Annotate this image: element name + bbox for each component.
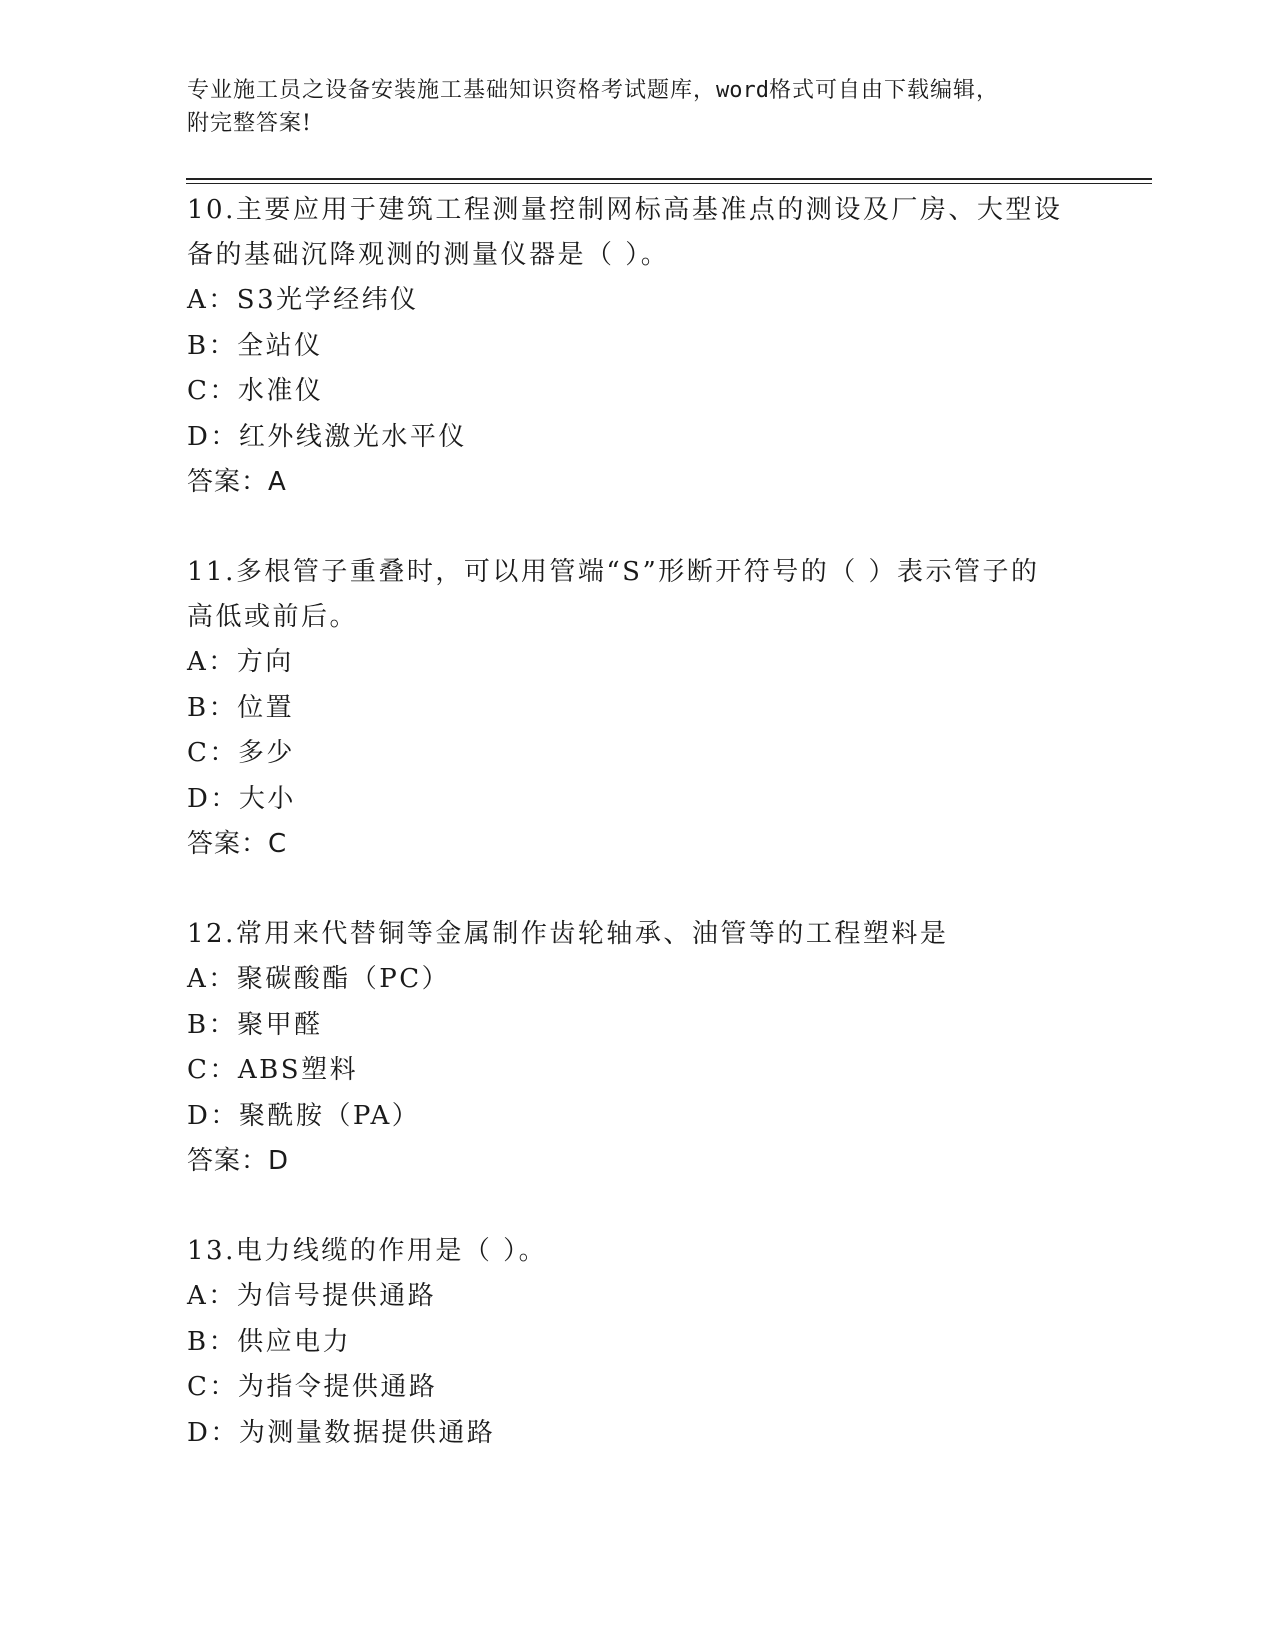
question-list [187, 188, 1087, 1456]
option-c: C：水准仪 [187, 376, 324, 406]
question-12 [187, 912, 1087, 1184]
option-b: B：位置 [187, 692, 295, 723]
header-title-prefix: 专业施工员之设备安装施工基础知识资格考试题库， [187, 78, 717, 103]
header-divider-thin [186, 183, 1152, 184]
option-a: A：S3光学经纬仪 [187, 285, 419, 315]
answer-line: 答案：C [187, 829, 288, 859]
option-c: C：ABS塑料 [187, 1055, 359, 1085]
question-11 [187, 550, 1087, 867]
header-line-1 [187, 74, 1087, 107]
question-spacer [187, 867, 1087, 912]
document-header [187, 74, 1087, 140]
question-stem-line: 10.主要应用于建筑工程测量控制网标高基准点的测设及厂房、大型设 [187, 195, 1063, 225]
question-13 [187, 1229, 1087, 1456]
question-stem-line: 12.常用来代替铜等金属制作齿轮轴承、油管等的工程塑料是 [187, 919, 949, 949]
option-c: C：为指令提供通路 [187, 1372, 438, 1402]
answer-line: 答案：D [187, 1146, 290, 1176]
question-10 [187, 188, 1087, 505]
question-spacer [187, 1184, 1087, 1229]
option-b: B：供应电力 [187, 1326, 352, 1357]
question-stem-line: 11.多根管子重叠时，可以用管端“S”形断开符号的（ ）表示管子的 [187, 557, 1040, 587]
option-a: A：为信号提供通路 [187, 1281, 437, 1311]
question-spacer [187, 505, 1087, 550]
option-a: A：聚碳酸酯（PC） [187, 964, 451, 994]
option-d: D：聚酰胺（PA） [187, 1100, 421, 1131]
option-c: C：多少 [187, 738, 295, 768]
question-stem-line: 13.电力线缆的作用是（ ）。 [187, 1236, 548, 1266]
option-d: D：大小 [187, 783, 296, 814]
header-word-format: word [716, 78, 769, 103]
header-divider-thick [186, 178, 1152, 180]
header-title-suffix: 格式可自由下载编辑， [769, 78, 1000, 103]
header-line-2: 附完整答案! [187, 111, 312, 136]
question-stem-line: 备的基础沉降观测的测量仪器是（ ）。 [187, 240, 670, 270]
option-d: D：为测量数据提供通路 [187, 1417, 496, 1448]
option-b: B：聚甲醛 [187, 1009, 323, 1040]
question-stem-line: 高低或前后。 [187, 602, 359, 632]
option-d: D：红外线激光水平仪 [187, 421, 467, 452]
answer-line: 答案：A [187, 467, 287, 497]
option-a: A：方向 [187, 647, 294, 677]
option-b: B：全站仪 [187, 330, 323, 361]
